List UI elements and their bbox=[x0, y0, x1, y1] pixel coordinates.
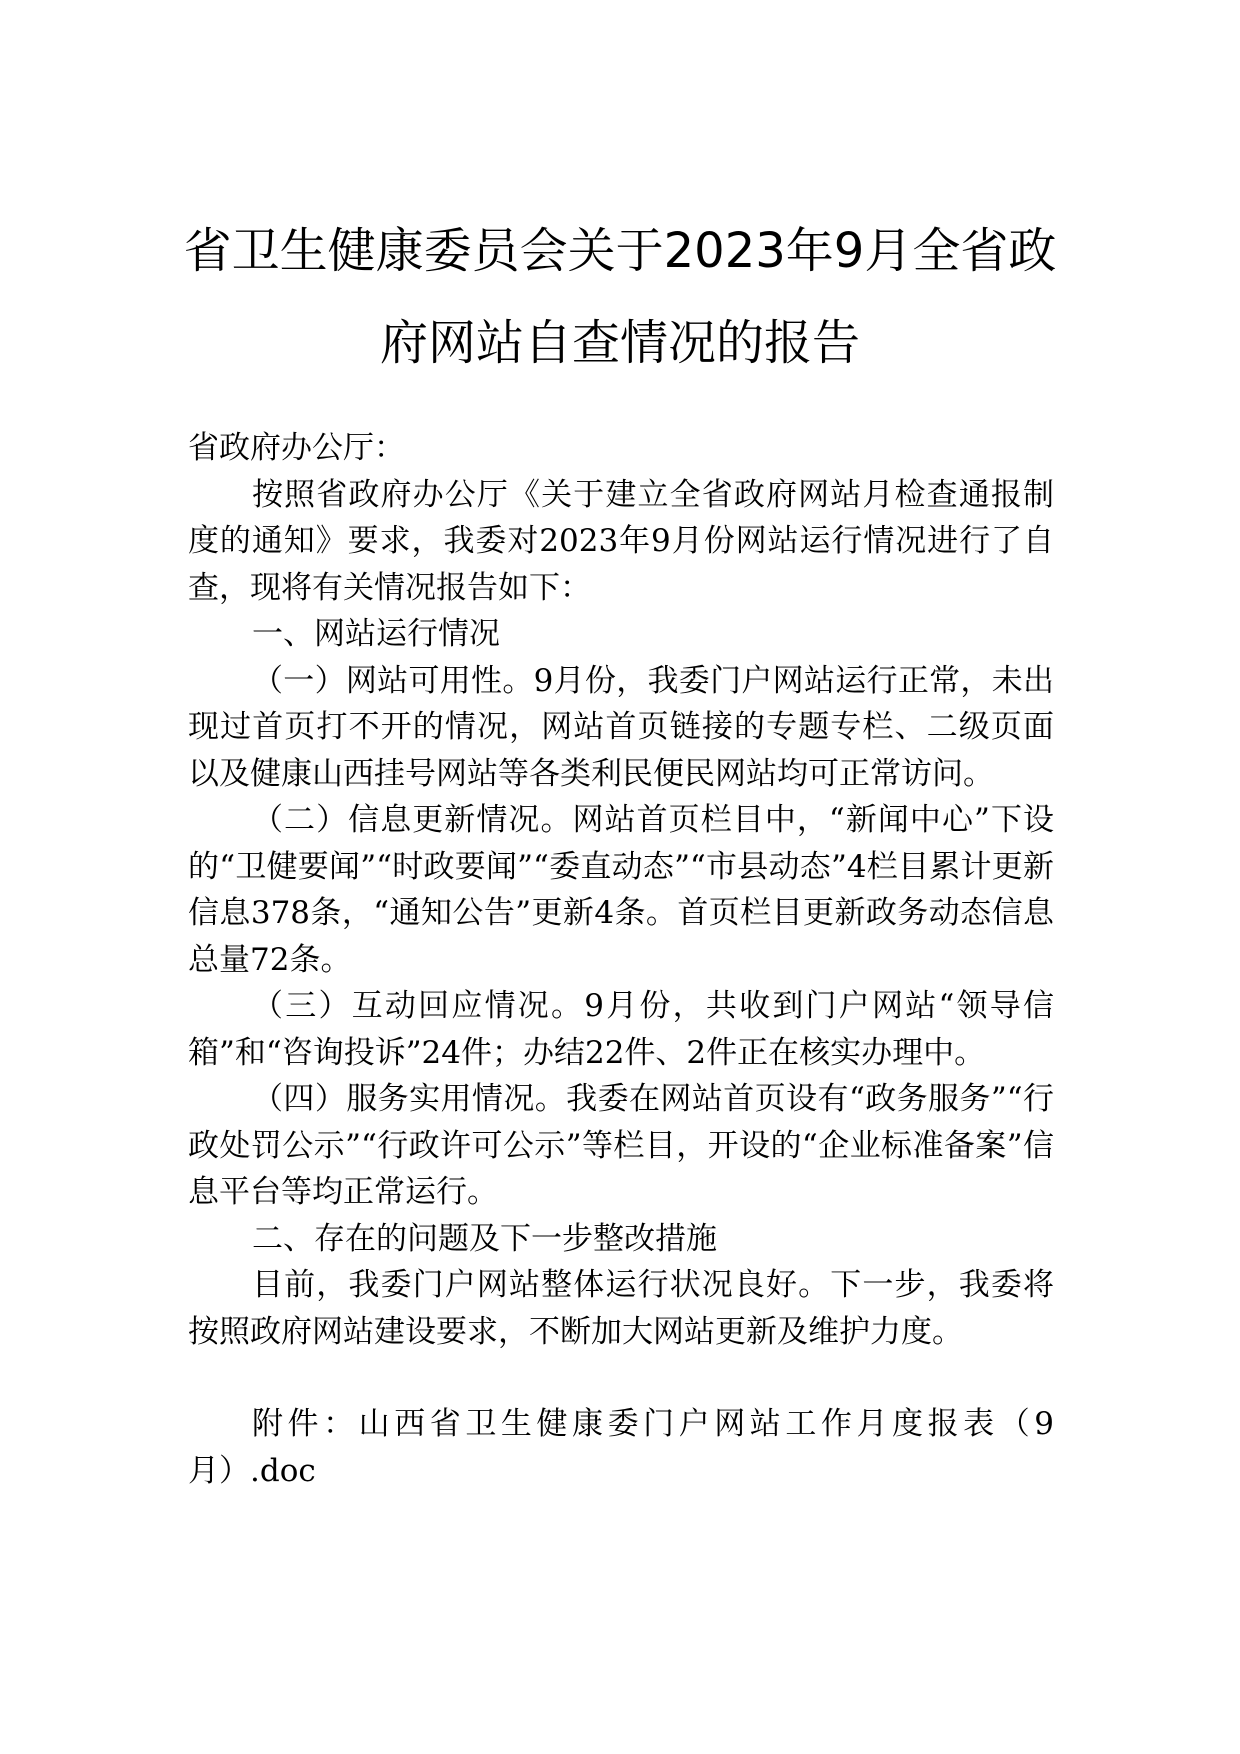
attachment-note: 附件：山西省卫生健康委门户网站工作月度报表（9月）.doc bbox=[188, 1406, 1054, 1489]
paragraph-availability: （一）网站可用性。9月份，我委门户网站运行正常，未出现过首页打不开的情况，网站首页链接的专题专栏、二级页面以及健康山西挂号网站等各类利民便民网站均可正常访问。 bbox=[188, 662, 1054, 792]
spacer bbox=[188, 1355, 1054, 1401]
section-heading-1: 一、网站运行情况 bbox=[252, 616, 500, 652]
document-body bbox=[188, 425, 1054, 1494]
paragraph-services: （四）服务实用情况。我委在网站首页设有“政务服务”“行政处罚公示”“行政许可公示”等栏目，开设的“企业标准备案”信息平台等均正常运行。 bbox=[188, 1081, 1054, 1210]
paragraph-conclusion: 目前，我委门户网站整体运行状况良好。下一步，我委将按照政府网站建设要求，不断加大网站更新及维护力度。 bbox=[188, 1267, 1054, 1350]
document-title bbox=[150, 205, 1090, 389]
title-line-1: 省卫生健康委员会关于2023年9月全省政 bbox=[183, 223, 1057, 279]
paragraph-updates: （二）信息更新情况。网站首页栏目中，“新闻中心”下设的“卫健要闻”“时政要闻”“委直动态”“市县动态”4栏目累计更新信息378条，“通知公告”更新4条。首页栏目更新政务动态信息总量72条。 bbox=[188, 802, 1054, 978]
paragraph-intro: 按照省政府办公厅《关于建立全省政府网站月检查通报制度的通知》要求，我委对2023年9月份网站运行情况进行了自查，现将有关情况报告如下： bbox=[188, 476, 1054, 606]
salutation: 省政府办公厅： bbox=[188, 430, 405, 466]
section-heading-2: 二、存在的问题及下一步整改措施 bbox=[252, 1220, 717, 1257]
paragraph-interaction: （三）互动回应情况。9月份，共收到门户网站“领导信箱”和“咨询投诉”24件；办结22件、2件正在核实办理中。 bbox=[188, 988, 1054, 1071]
title-line-2: 府网站自查情况的报告 bbox=[379, 315, 860, 371]
